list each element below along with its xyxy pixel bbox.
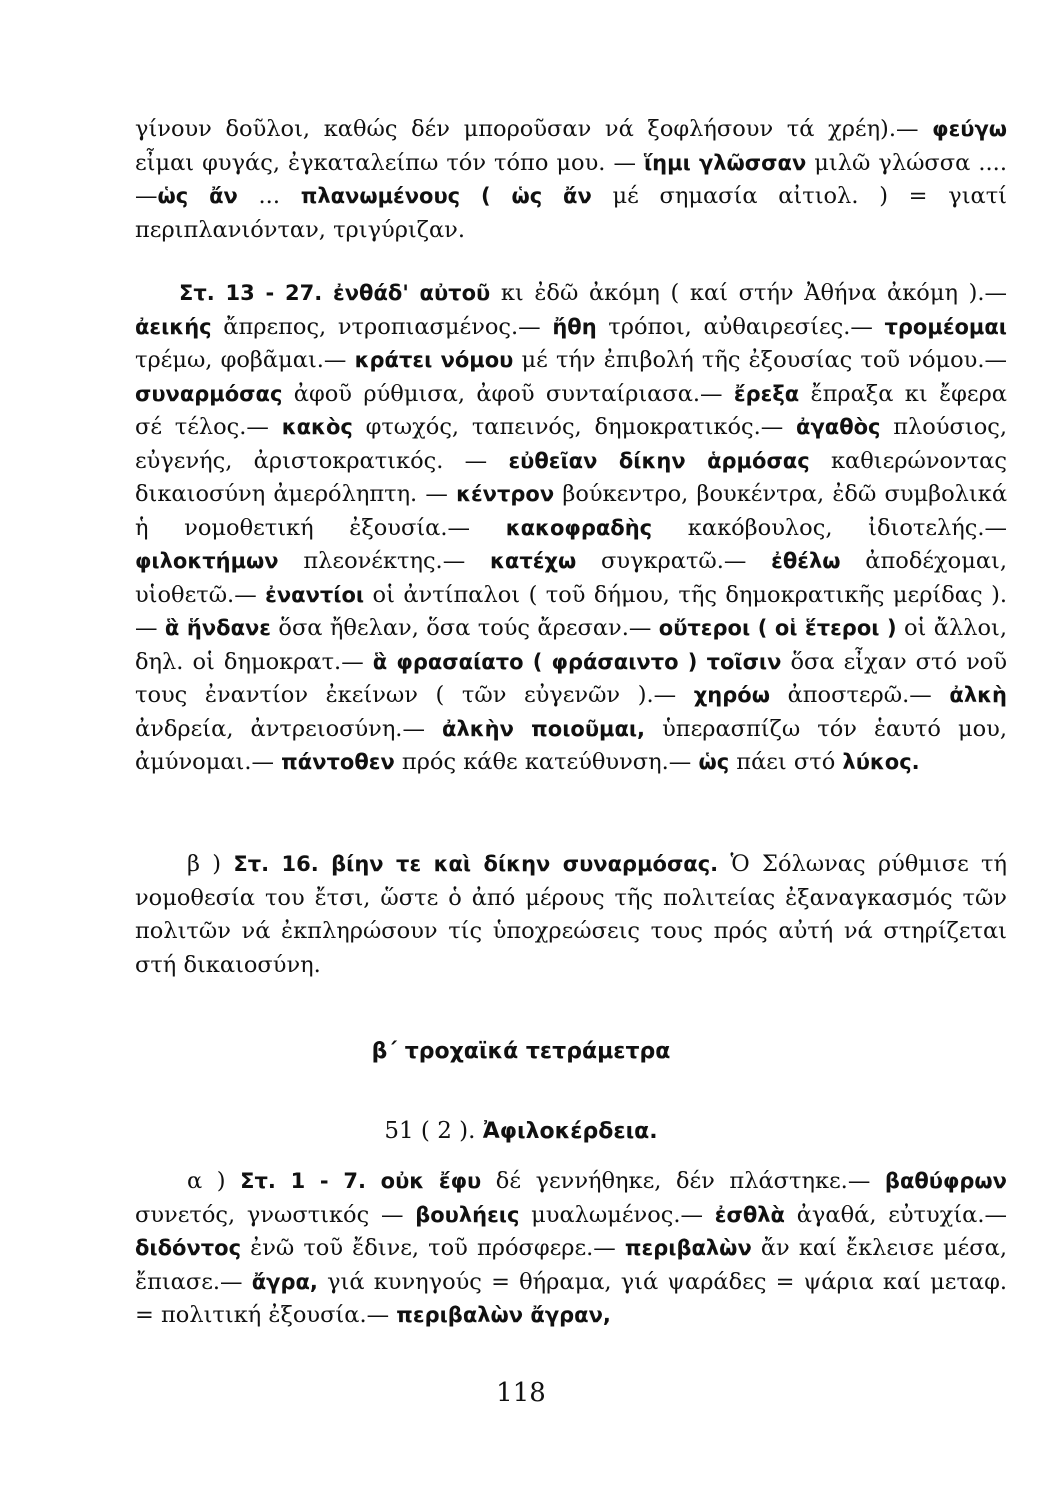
gloss-text: εἶμαι φυγάς, ἐγκαταλείπω τόν τόπο μου. — xyxy=(135,149,644,176)
lemma-term: Στ. 16. βίην τε καὶ δίκην συναρμόσας. xyxy=(233,852,719,876)
lemma-term: κράτει νόμου xyxy=(354,348,514,372)
lemma-term: ἃ ἥνδανε xyxy=(164,616,271,640)
gloss-text: γιά κυνηγούς = θήραμα, γιά ψαράδες = ψάρια καί μεταφ. = πολιτική ἐξουσία.— xyxy=(135,1268,1007,1328)
gloss-text: ἀγαθά, εὐτυχία.— xyxy=(784,1201,1007,1228)
lemma-term: χηρόω xyxy=(693,683,770,707)
gloss-text: ἀφοῦ ρύθμισα, ἀφοῦ συνταίριασα.— xyxy=(282,380,734,407)
gloss-text: ἔπραξα κι ἔφερα σέ τέλος.— xyxy=(135,380,1007,440)
lemma-term: ἄγρα, xyxy=(251,1269,318,1294)
lemma-term: ἐσθλὰ xyxy=(714,1202,785,1227)
gloss-text: πλεονέκτης.— xyxy=(278,548,490,574)
gloss-text: τρέμω, φοβᾶμαι.— xyxy=(135,347,355,373)
lemma-term: ἃ φρασαίατο ( φράσαιντο ) τοῖσιν xyxy=(372,649,782,674)
gloss-text: δέ γεννήθηκε, δέν πλάστηκε.— xyxy=(481,1168,885,1194)
lemma-term: ἐθέλω xyxy=(771,549,841,573)
gloss-text: μιλῶ γλώσσα ....— xyxy=(135,149,1007,209)
poem-number: 51 ( 2 ). xyxy=(384,1118,476,1144)
gloss-text: πάει στό xyxy=(729,749,843,775)
lemma-term: Στ. 13 - 27. ἐνθάδ' αὐτοῦ xyxy=(179,281,491,305)
lemma-term: βουλήεις xyxy=(415,1202,520,1227)
lemma-term: περιβαλὼν xyxy=(624,1236,752,1260)
lemma-term: ἵημι γλῶσσαν xyxy=(644,150,807,175)
lemma-term: ἤθη xyxy=(552,314,597,339)
lemma-term: περιβαλὼν ἄγραν, xyxy=(396,1303,611,1327)
lemma-term: κακοφραδὴς xyxy=(505,515,653,540)
gloss-text: β ) xyxy=(187,851,234,877)
gloss-text: Ὁ Σόλωνας ρύθμισε τή νομοθεσία του ἔτσι, ὥστε ὁ ἀπό μέρους τῆς πολιτείας ἐξαναγκασμός τῶν πολιτῶν νά ἐκπληρώσουν τίς ὑποχρεώσεις τους πρός αὐτή νά στηρίζεται στή δικαιοσύνη. xyxy=(135,851,1007,978)
gloss-text: κι ἐδῶ ἀκόμη ( καί στήν Ἀθήνα ἀκόμη ).— xyxy=(490,280,1007,306)
gloss-text: τρόποι, αὐθαιρεσίες.— xyxy=(596,313,885,340)
lemma-term: κατέχω xyxy=(489,549,577,573)
gloss-text: βούκεντρο, βουκέντρα, ἐδῶ συμβολικά ἡ νομοθετική ἐξουσία.— xyxy=(135,481,1008,541)
gloss-text: οἱ ἄλλοι, δηλ. οἱ δημοκρατ.— xyxy=(135,615,1007,675)
page-number: 118 xyxy=(496,1378,546,1408)
gloss-text: ὅσα ἤθελαν, ὅσα τούς ἄρεσαν.— xyxy=(271,615,659,641)
lemma-term: ὡς xyxy=(698,750,730,774)
gloss-text: πλούσιος, εὐγενής, ἀριστοκρατικός. — xyxy=(135,414,1008,474)
gloss-text: καθιερώνοντας δικαιοσύνη ἀμερόληπτη. — xyxy=(135,447,1007,507)
gloss-text: ὅσα εἶχαν στό νοῦ τους ἐναντίον ἐκείνων ( τῶν εὐγενῶν ).— xyxy=(135,648,1007,708)
lemma-term: συναρμόσας xyxy=(135,381,283,406)
gloss-text: γίνουν δοῦλοι, καθώς δέν μποροῦσαν νά ξοφλήσουν τά χρέη).— xyxy=(135,116,933,142)
gloss-text: συνετός, γνωστικός — xyxy=(135,1201,416,1228)
gloss-text: ἀποστερῶ.— xyxy=(769,682,950,708)
lemma-term: κέντρον xyxy=(456,482,555,506)
gloss-text: ἐνῶ τοῦ ἔδινε, τοῦ πρόσφερε.— xyxy=(241,1235,625,1261)
gloss-text: συγκρατῶ.— xyxy=(576,548,772,574)
gloss-text: ἀνδρεία, ἀντρειοσύνη.— xyxy=(135,715,443,742)
lemma-term: ἐναντίοι xyxy=(265,582,365,607)
gloss-text: ὑπερασπίζω τόν ἑαυτό μου, ἀμύνομαι.— xyxy=(135,715,1007,775)
lemma-term: φεύγω xyxy=(932,117,1007,141)
poem-subheading xyxy=(0,1118,1042,1144)
lemma-term: Στ. 1 - 7. οὐκ ἔφυ xyxy=(240,1169,482,1193)
lemma-term: ἀλκὴ xyxy=(949,683,1007,707)
paragraph-glossary-lines-13-27 xyxy=(135,277,1007,780)
lemma-term: βαθύφρων xyxy=(884,1169,1007,1193)
lemma-term: διδόντος xyxy=(135,1236,242,1260)
lemma-term: λύκος. xyxy=(842,750,920,774)
lemma-term: εὐθεῖαν δίκην ἁρμόσας xyxy=(508,448,810,473)
lemma-term: ἀγαθὸς xyxy=(796,415,881,439)
paragraph-glossary-lines-1-7 xyxy=(135,1165,1007,1333)
lemma-term: ἀλκὴν ποιοῦμαι, xyxy=(442,716,646,741)
lemma-term: κακὸς xyxy=(281,415,353,439)
lemma-term: οὔτεροι ( οἱ ἕτεροι ) xyxy=(658,616,897,640)
gloss-text: α ) xyxy=(187,1168,241,1194)
paragraph-glossary-continuation xyxy=(135,113,1007,247)
gloss-text: πρός κάθε κατεύθυνση.— xyxy=(394,749,699,775)
paragraph-note-line-16 xyxy=(135,848,1007,982)
gloss-text: ἀποδέχομαι, υἱοθετῶ.— xyxy=(135,548,1007,608)
section-heading: β΄ τροχαϊκά τετράμετρα xyxy=(371,1039,671,1064)
poem-title: Ἀφιλοκέρδεια. xyxy=(482,1119,658,1144)
lemma-term: τρομέομαι xyxy=(884,314,1007,339)
gloss-text: ἄπρεπος, ντροπιασμένος.— xyxy=(211,313,553,340)
lemma-term: ὡς ἄν xyxy=(157,184,238,208)
gloss-text: οἱ ἀντίπαλοι ( τοῦ δήμου, τῆς δημοκρατικῆς μερίδας ).— xyxy=(135,581,1007,641)
lemma-term: πάντοθεν xyxy=(281,750,395,774)
lemma-term: ἀεικής xyxy=(135,314,212,339)
gloss-text: μέ σημασία αἰτιολ. ) = γιατί περιπλανιόνταν, τριγύριζαν. xyxy=(135,183,1007,243)
gloss-text: φτωχός, ταπεινός, δημοκρατικός.— xyxy=(352,414,797,440)
gloss-text: μυαλωμένος.— xyxy=(519,1201,715,1228)
lemma-term: πλανωμένους ( ὡς ἄν xyxy=(300,184,592,208)
gloss-text: μέ τήν ἐπιβολή τῆς ἐξουσίας τοῦ νόμου.— xyxy=(513,347,1007,373)
gloss-text: κακόβουλος, ἰδιοτελής.— xyxy=(652,514,1007,541)
gloss-text: ... xyxy=(237,183,301,209)
lemma-term: ἔρεξα xyxy=(733,381,800,406)
lemma-term: φιλοκτήμων xyxy=(135,549,279,573)
gloss-text: ἄν καί ἔκλεισε μέσα, ἔπιασε.— xyxy=(135,1235,1007,1295)
